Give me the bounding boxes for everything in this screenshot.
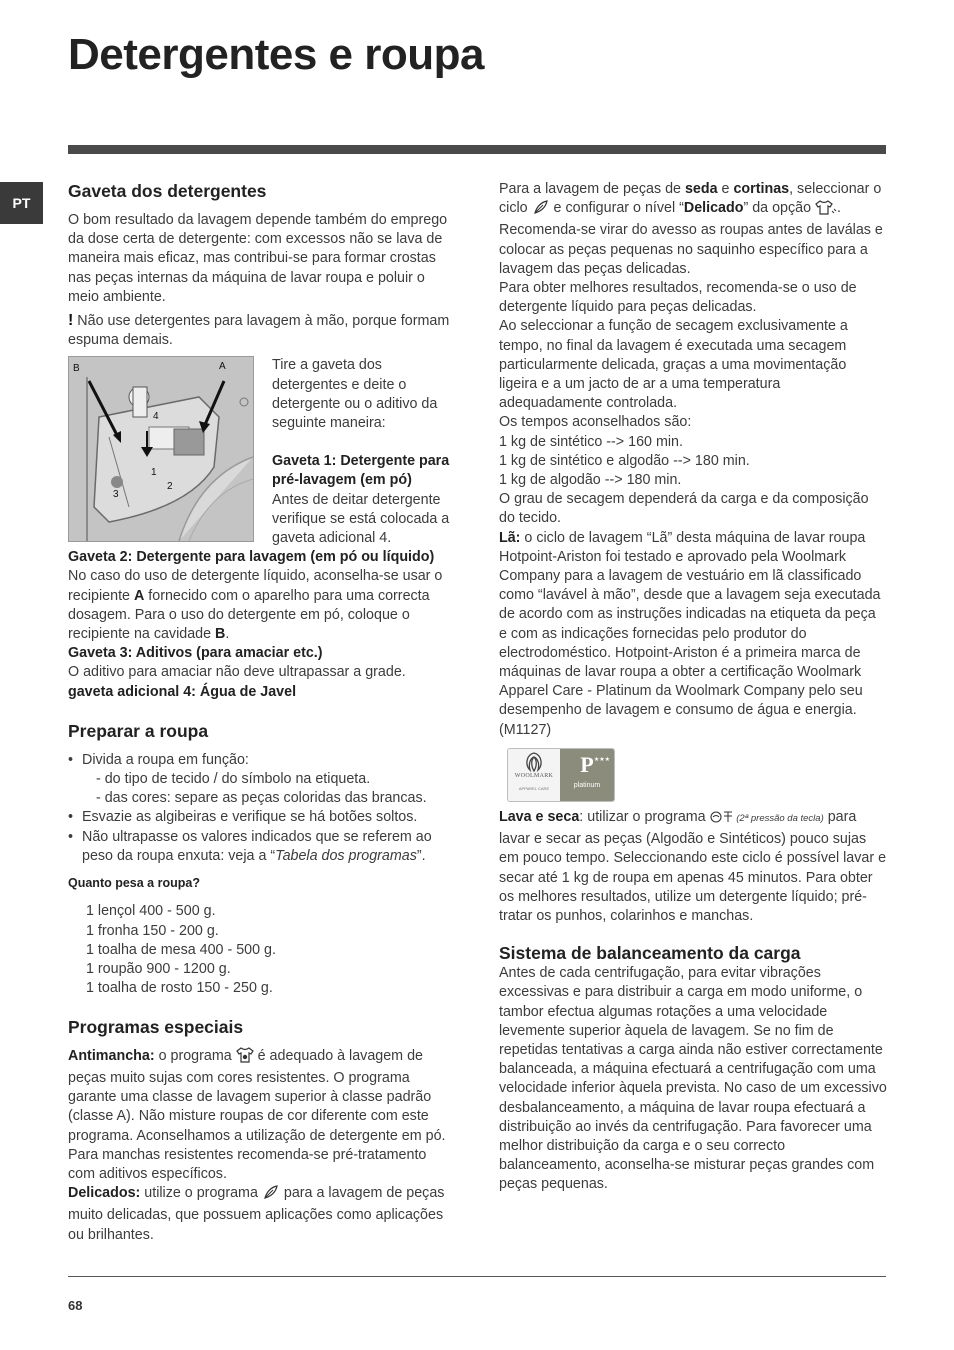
left-column: [68, 180, 453, 1245]
bullet-text-italic: Tabela dos programas: [275, 847, 417, 864]
drawer-instructions: [272, 356, 453, 548]
weights-title: Quanto pesa a roupa?: [68, 876, 200, 891]
paragraph-text: : utilizar o programa: [579, 808, 710, 825]
right-column: [499, 180, 887, 1195]
key-press-note: (2ª pressão da tecla): [733, 812, 824, 824]
g3-title: Gaveta 3: Aditivos (para amaciar etc.): [68, 645, 323, 662]
paragraph-text: o ciclo de lavagem “Lã” desta máquina de lavar roupa Hotpoint-Ariston foi testado e aprovado pela Woolmark Company para a lavagem de vestuário em lã classificado como “lavável à mão”, desde que a lavagem seja executada de acordo com as instruções indicadas na etiqueta da peça e com as indicações fornecidas pelo produtor do electrodoméstico. Hotpoint-Ariston é a primeira marca de máquinas de lavar roupa a obter a certificação Woolmark Apparel Care - Platinum da Woolmark Company pelo seu desempenho de lavagem e consumo de água e energia. (M1127): [499, 529, 881, 738]
weights-list: [68, 902, 453, 998]
woolmark-brand: [508, 749, 560, 801]
list-item: 1 lençol 400 - 500 g.: [86, 903, 216, 920]
platinum-letter: P: [580, 751, 594, 777]
list-item: 1 kg de sintético e algodão --> 180 min.: [499, 452, 750, 469]
g4-title: gaveta adicional 4: Água de Javel: [68, 683, 297, 700]
woolmark-brand-text: WOOLMARK: [514, 773, 554, 780]
bottom-divider: [68, 1276, 886, 1277]
g3-text: O aditivo para amaciar não deve ultrapassar a grade.: [68, 664, 406, 681]
paragraph-text: o programa: [154, 1047, 236, 1064]
paragraph-text: utilize o programa: [140, 1185, 262, 1202]
paragraph-text: ” da opção: [743, 200, 816, 217]
paragraph-text: e: [717, 181, 734, 197]
heading-gaveta: Gaveta dos detergentes: [68, 181, 267, 201]
wash-dry-icon: [710, 810, 734, 830]
tempos-title: Os tempos aconselhados são:: [499, 414, 692, 431]
detergent-drawer-figure: [68, 356, 254, 542]
la-paragraph: [499, 529, 887, 740]
feather-icon: [262, 1184, 280, 1206]
paragraph-text: .: [837, 200, 842, 217]
g2-text-part: fornecido com o aparelho para uma correcta dosagem. Para o uso do detergente em pó, coloque o recipiente na cavidade: [68, 587, 430, 643]
top-divider: [68, 145, 886, 154]
heading-sistema: Sistema de balanceamento da carga: [499, 943, 801, 964]
delicados-paragraph: [68, 1184, 453, 1245]
list-item: 1 toalha de mesa 400 - 500 g.: [86, 941, 276, 958]
drawer-figure-row: [68, 356, 453, 548]
list-item: 1 roupão 900 - 1200 g.: [86, 961, 231, 978]
bullet-text: ”.: [416, 847, 426, 864]
keyword-delicado: Delicado: [683, 200, 744, 217]
list-item: [68, 828, 453, 866]
feather-icon: [532, 199, 550, 221]
list-item: [68, 751, 453, 809]
list-item: 1 toalha de rosto 150 - 250 g.: [86, 980, 273, 997]
paragraph-text: Para a lavagem de peças de: [499, 181, 685, 197]
list-item: • Esvazie as algibeiras e verifique se há botões soltos.: [68, 808, 453, 827]
woolmark-logo: [507, 748, 615, 802]
keyword-seda: seda: [684, 181, 718, 197]
avesso-paragraph: Recomenda-se virar do avesso as roupas antes de laválas e colocar as peças pequenas no saquinho específico para a lavagem das peças delicadas.: [499, 222, 883, 277]
page-title: Detergentes e roupa: [68, 30, 484, 79]
drawer-illustration: [69, 357, 253, 541]
warning-icon: !: [68, 312, 74, 330]
bullet-text: Não ultrapasse os valores indicados que se referem ao peso da roupa enxuta: veja a “: [82, 828, 432, 864]
gaveta-warning: [68, 311, 453, 350]
sub-item: - do tipo de tecido / do símbolo na etiqueta.: [96, 771, 371, 788]
platinum-label: platinum: [573, 781, 601, 789]
paragraph-text: para a lavagem de peças muito delicadas, que possuem aplicações como aplicações ou brilhantes.: [68, 1185, 445, 1243]
platinum-stars: ★★★: [593, 756, 610, 763]
delicados-label: Delicados:: [68, 1185, 141, 1202]
list-item: 1 kg de algodão --> 180 min.: [499, 472, 682, 489]
page-number: 68: [68, 1298, 83, 1313]
antimancha-label: Antimancha:: [68, 1047, 155, 1064]
fig-label-a: A: [219, 361, 226, 373]
fig-label-3: 3: [113, 489, 119, 501]
g2-text: [68, 567, 453, 644]
paragraph-text: é adequado à lavagem de peças muito sujas com cores resistentes. O programa garante uma classe de lavagem superior à classe padrão (classe A). Não misture roupas de cor diferente com este programa. Aconselhamos a utilização de detergente em pó. Para manchas resistentes recomenda-se pré-tratamento com aditivos específicos.: [68, 1047, 446, 1182]
keyword-cortinas: cortinas: [733, 181, 790, 197]
gaveta-intro: O bom resultado da lavagem depende também do emprego da dose certa de detergente: com excessos não se lava de maneira mais eficaz, mas contribui-se para formar crostas nas peças internas da máquina de lavar roupa e poluir o meio ambiente.: [68, 212, 448, 305]
la-label: Lã:: [499, 529, 521, 546]
heading-preparar: Preparar a roupa: [68, 720, 209, 741]
sub-item: - das cores: separe as peças coloridas das brancas.: [96, 790, 427, 807]
fig-label-2: 2: [167, 481, 173, 493]
lava-seca-paragraph: [499, 808, 887, 926]
preparar-list: [68, 751, 453, 866]
fig-label-b: B: [73, 363, 80, 375]
woolmark-sub-text: APPAREL CARE: [518, 786, 550, 792]
woolmark-icon: [522, 751, 546, 773]
seda-paragraph: [499, 180, 887, 221]
woolmark-platinum: [560, 749, 614, 801]
bullet-text: Divida a roupa em função:: [82, 751, 249, 768]
lava-seca-label: Lava e seca: [499, 808, 580, 825]
g2-title: Gaveta 2: Detergente para lavagem (em pó ou líquido): [68, 549, 435, 566]
list-item: 1 fronha 150 - 200 g.: [86, 922, 219, 939]
paragraph-text: e configurar o nível “: [549, 200, 684, 217]
grau-paragraph: O grau de secagem dependerá da carga e da composição do tecido.: [499, 491, 869, 527]
language-tab: PT: [0, 182, 43, 224]
list-item: 1 kg de sintético --> 160 min.: [499, 433, 683, 450]
resultados-paragraph: Para obter melhores resultados, recomenda-se o uso de detergente líquido para peças delicadas.: [499, 280, 857, 316]
antimancha-paragraph: [68, 1047, 453, 1184]
fig-label-1: 1: [151, 467, 157, 479]
fig-label-4: 4: [153, 411, 159, 423]
secagem-paragraph: Ao seleccionar a função de secagem exclusivamente a tempo, no final da lavagem é executada uma secagem particularmente delicada, graças a uma movimentação ligeira e a um jacto de ar a uma temperatura adequadamente controlada.: [499, 318, 848, 412]
sistema-paragraph: Antes de cada centrifugação, para evitar vibrações excessivas e para distribuir a carga em modo uniforme, o tambor efectua algumas rotações a uma velocidade levemente superior àquela de lavagem. Se no fim de repetidas tentativas a carga ainda não estiver correctamente balanceada, a máquina efectuará a centrifugação com uma velocidade inferior àquela prevista. No caso de um excessivo desbalanceamento, a máquina de lavar roupa efectuará a distribuição ao invés da centrifugação. Para favorecer uma melhor distribuição da carga e o seu correcto balanceamento, aconselha-se misturar peças grandes com peças pequenas.: [499, 965, 887, 1193]
warning-text: Não use detergentes para lavagem à mão, porque formam espuma demais.: [68, 313, 450, 349]
g2-label-a: A: [133, 587, 145, 604]
heading-programas: Programas especiais: [68, 1016, 244, 1037]
g1-text: Antes de deitar detergente verifique se está colocada a gaveta adicional 4.: [272, 491, 450, 547]
paragraph-text: , seleccionar o ciclo: [499, 181, 882, 217]
stain-shirt-icon: [236, 1047, 254, 1069]
g2-label-b: B: [215, 626, 226, 643]
g2-text-part: .: [225, 626, 230, 643]
fig-intro: Tire a gaveta dos detergentes e deite o detergente ou o aditivo da seguinte maneira:: [272, 357, 438, 432]
shirt-option-icon: [815, 199, 837, 221]
g2-text-part: No caso do uso de detergente líquido, aconselha-se usar o recipiente: [68, 568, 443, 604]
g1-title: Gaveta 1: Detergente para pré-lavagem (em pó): [272, 453, 450, 489]
paragraph-text: para lavar e secar as peças (Algodão e Sintéticos) pouco sujas em pouco tempo. Seleccionando este ciclo é possível lavar e secar até 1 kg de roupa em apenas 45 minutos. Para obter os melhores resultados, utilize um detergente líquido; pré-tratar os punhos, colarinhos e manchas.: [499, 808, 887, 924]
